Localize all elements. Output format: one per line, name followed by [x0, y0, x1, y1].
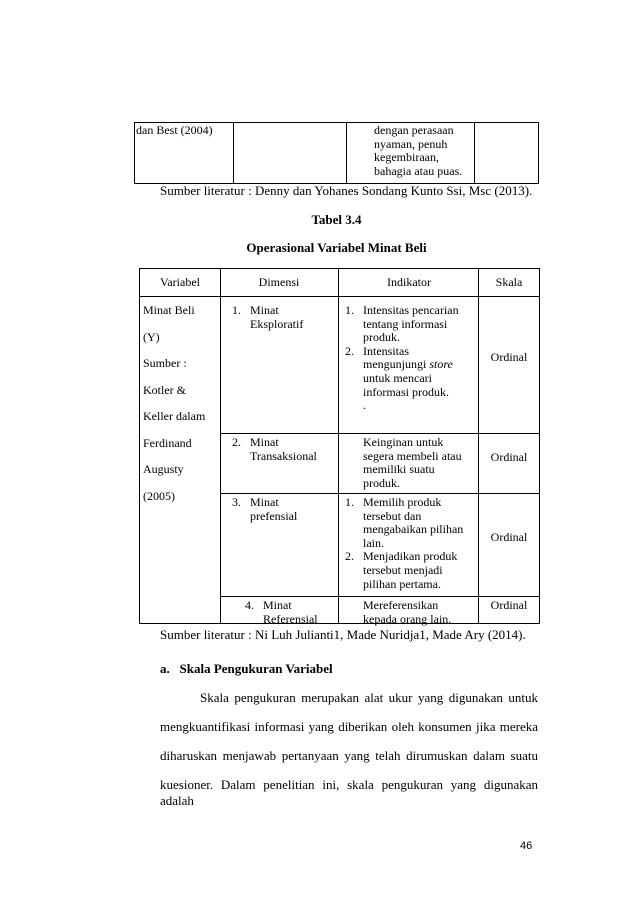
indicator-4: Mereferensikan kepada orang lain.: [363, 598, 452, 626]
section-heading: a. Skala Pengukuran Variabel: [160, 661, 333, 676]
variable-cell: Minat Beli (Y) Sumber : Kotler & Keller dalam Ferdinand Augusty (2005): [143, 303, 206, 503]
indicator-list-3: 1. Memilih produk tersebut dan mengabaikan pilihan lain. 2. Menjadikan produk tersebut menjadi pilihan pertama.: [345, 495, 464, 591]
indicator-2: Keinginan untuk segera membeli atau memiliki suatu produk.: [363, 435, 462, 490]
scale-3: Ordinal: [490, 530, 528, 544]
header-indikator: Indikator: [387, 275, 431, 289]
scale-4: Ordinal: [490, 598, 528, 612]
continued-cell-indicator: dengan perasaan nyaman, penuh kegembiraan, bahagia atau puas.: [374, 123, 463, 178]
table-title: Operasional Variabel Minat Beli: [246, 240, 427, 255]
continued-table: [134, 122, 539, 184]
dimension-2: 2. Minat Transaksional: [232, 435, 317, 463]
header-variabel: Variabel: [160, 275, 200, 289]
header-dimensi: Dimensi: [258, 275, 300, 289]
dimension-4: 4. Minat Referensial: [245, 598, 318, 626]
scale-1: Ordinal: [490, 350, 528, 364]
source-caption-2: Sumber literatur : Ni Luh Julianti1, Made Nuridja1, Made Ary (2014).: [160, 627, 526, 642]
source-caption-1: Sumber literatur : Denny dan Yohanes Sondang Kunto Ssi, Msc (2013).: [160, 183, 533, 198]
scale-2: Ordinal: [490, 450, 528, 464]
dimension-1: 1. Minat Eksploratif: [232, 303, 304, 331]
page-number: 46: [520, 840, 533, 852]
table-number: Tabel 3.4: [311, 212, 362, 227]
continued-cell-source: dan Best (2004): [136, 123, 213, 137]
paragraph: Skala pengukuran merupakan alat ukur yang digunakan untuk mengkuantifikasi informasi yang diberikan oleh konsumen jika mereka diharuskan menjawab pertanyaan yang telah dirumuskan dalam suatu kuesioner. Dalam penelitian ini, skala pengukuran yang digunakan adalah: [160, 690, 538, 808]
dimension-3: 3. Minat prefensial: [232, 495, 298, 523]
header-skala: Skala: [495, 275, 523, 289]
indicator-list-1: 1. Intensitas pencarian tentang informasi produk. 2. Intensitas mengunjungi store untuk mencari informasi produk. .: [345, 303, 459, 413]
